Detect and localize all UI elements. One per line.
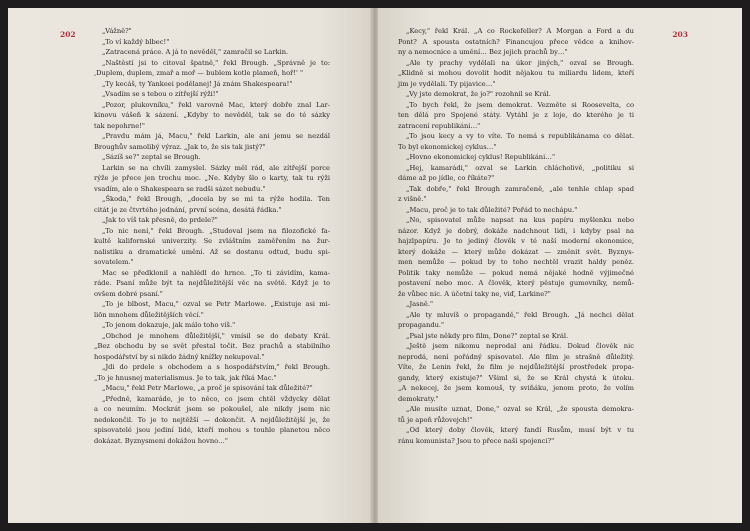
text-line: „Klidně si mohou dovolit hodit nějakou tu miliardu lidem, kteří [398,69,634,77]
text-line: z višně." [398,195,427,203]
text-line: „Od který doby člověk, který fandí Rusům, musí být v tu [406,426,634,434]
text-line: Larkin se na chvíli zamyslel. Sázky měl rád, ale zítřejší porce [102,163,330,172]
text-line: že vůbec nic. A účetní taky ne, viď, Larkine?" [398,289,551,298]
text-line: gandy, který existuje?" Všiml si, že se Král chystá k útoku. [398,373,634,382]
text-line: demokraty." [398,394,439,403]
text-line: „To je blbost, Macu," ozval se Petr Marlowe. „Existuje asi mi- [102,300,330,308]
text-line: nedokončil. To je to nejtěžší — dokončit. A nejdůležitější je, že [94,415,330,424]
text-line: „A nekecej, že jsem komouš, ty sviňáku, jenom proto, že volím [398,384,634,392]
open-book [8,8,742,523]
text-line: men nemůže — pokud by to toho nechtěl vrazit haldy peněz. [398,258,634,266]
text-line: dáme až po jídle, co říkáte?" [398,174,495,182]
text-line: „Vy jste demokrat, že jo?" rozohnil se Král. [406,90,551,98]
text-line: neprodá, není pořádný spisovatel. Ale film je strašně důležitý. [398,352,634,361]
text-line: „Macu, proč je to tak důležité? Pořád to nechápu." [406,205,578,214]
right-page [378,8,742,523]
text-line: „To nic není," řekl Brough. „Studoval jsem na filozofické fa- [102,226,330,235]
text-line: citát je ze čtvrtého jednání, první scéna, desátá řádka." [94,205,282,214]
text-line: spisovatelé jsou jediní lidé, kteří mohou s touhle planetou něco [94,426,330,434]
text-line: „Ještě jsem nikomu neprodal ani řádku. Dokud člověk nic [406,342,634,350]
text-line: Mac se předklonil a nahlédl do hrnce. „To ti závidím, kama- [102,268,330,277]
text-line: Broughův samolibý výraz. „Jak to, že sis tak jistý?" [94,142,266,151]
text-line: „To ví každý blbec!" [102,37,170,46]
text-line: jim je vydělali. Ty pijavice…" [398,79,496,88]
text-line: ránu komunista? Jsou to přece naši spojenci?" [398,436,555,445]
text-line: liōn mnohem důležitějších věcí." [94,310,204,319]
text-line: To byl ekonomickej cyklus…" [398,142,497,151]
text-line: „Předně, kamaráde, je to něco, co jsem chtěl vždycky dělat [102,394,330,403]
text-line: názor. Když je dobrý, dokáže nadchnout lidi, i kdyby psal na [398,226,634,235]
text-line: „Obchod je mnohem důležitější," vmísil se do debaty Král. [102,331,330,340]
left-page-text [94,26,330,446]
text-line: „Sázíš se?" zeptal se Brough. [102,153,201,161]
text-line: který dokáže — který může dokázat — změnit svět. Byznys- [398,247,634,256]
text-line: „Vsadím se s tebou o zítřejší rýži!" [102,90,219,98]
text-line: Pont? A spousta ostatních? Financujou přece vědce a knihov- [398,37,634,46]
text-line: „To bych řekl, že jsem demokrat. Vezměte si Roosevelta, co [406,100,634,109]
page-number-right: 203 [672,30,688,39]
text-line: nalistiku a dramatické umění. Až se dostanu odtud, budu spi- [94,247,330,256]
text-line: „Ale ty prachy vydělali na úkor jiných," ozval se Brough. [406,58,634,67]
text-line: kultě kalifornské univerzity. Se zvláštním zaměřením na žur- [94,237,330,245]
text-line: vsadím, ale o Shakespeara se radši sázet nebudu." [94,184,266,193]
text-line: „Ty kecáš, ty Yankeei podělanej! Já znám Shakespeara!" [102,79,293,88]
text-line: „Ale musíte uznat, Done," ozval se Král, „že spousta demokra- [406,405,634,413]
text-line: Politik taky nemůže — pokud nemá nějaké hodně výjimečné [398,268,634,277]
text-line: ‚Duplem, duplem, zmař a moř — bublem kotle plameň, hoř!' " [94,69,304,77]
page-number-left: 202 [60,30,76,39]
text-line: „To jenom dokazuje, jak málo toho víš." [102,321,236,329]
text-line: „Zatracená práce. A já to nevěděl," zamračil se Larkin. [102,48,289,56]
text-line: propagandu." [398,321,445,329]
text-line: zatracení republikáni…" [398,121,481,130]
text-line: tak nepohrne!" [94,121,145,130]
text-line: hospodářství by si nikdo žádný knížky nekupoval." [94,352,265,361]
text-line: „Jasně." [406,300,434,308]
text-line: tů je apoň růžovejch!" [398,415,473,424]
text-line: „Kecy," řekl Král. „A co Rockefeller? A Morgan a Ford a du [406,27,634,35]
text-line: Víte, že Lenin řekl, že film je nejdůležitější prostředek propa- [398,363,634,371]
text-line: „Macu," řekl Petr Marlowe, „a proč je spisování tak důležité?" [102,384,313,392]
text-line: „To jsou kecy a vy to víte. To nemá s republikánama co dělat. [406,132,634,140]
right-page-text [398,26,634,446]
text-line: rýže je přece jen trochu moc. „Ne. Kdyby šlo o karty, tak tu rýži [94,174,330,182]
text-line: ny a nemocnice a umění… Bez jejich prachů by…" [398,48,568,56]
text-line: ten dělá pro Spojené státy. Vytáhl je z loje, do kterého je ti [398,111,634,119]
text-line: kinovu vášeň k sázení. „Kdyby to nevěděl, tak se do té sázky [94,111,330,119]
text-line: postavení nebo moc. A člověk, který pěstuje gumovníky, nemů- [398,279,634,287]
left-page [8,8,372,523]
text-line: „Bez obchodu by se svět přestal točit. Bez prachů a stabilního [94,342,330,350]
text-line: „Hej, kamarádi," ozval se Larkin chlácholivě, „politiku si [406,163,634,172]
text-line: hajzlpapíru. Je to jediný člověk v té naší moderní ekonomice, [398,237,634,245]
text-line: „Hovno ekonomickej cyklus! Republikáni…" [406,153,556,161]
text-line: sovatelem." [94,258,134,266]
text-line: ovšem dobré psaní." [94,289,163,298]
text-line: „Psal jste někdy pro film, Done?" zeptal se Král. [406,331,569,340]
text-line: „Naštěstí jsi to citoval špatně," řekl Brough. „Správně je to: [102,58,330,67]
text-line: „Vážně?" [102,27,132,35]
text-line: a co neumím. Mockrát jsem se pokoušel, ale nikdy jsem nic [94,405,330,413]
text-line: „Jak to víš tak přesně, do prdele?" [102,216,218,224]
text-line: „Ale ty mluvíš o propagandě," řekl Brough. „Já nechci dělat [406,310,634,319]
text-line: „Tak dobře," řekl Brough zamračeně, „ale tenhle chlap spad [406,184,634,193]
text-line: „To je hnusnej materialismus. Je to tak, jak říká Mac." [94,373,277,382]
text-line: „No, spisovatel může napsat na kus papíru myšlenku nebo [406,216,634,224]
text-line: ráde. Psaní může být ta nejdůležitější věc na světě. Když je to [94,279,330,287]
text-line: „Jdi do prdele s obchodem a s hospodářstvím," řekl Brough. [102,363,330,371]
text-line: „Pozor, plukovníku," řekl varovně Mac, který dobře znal Lar- [102,100,330,109]
text-line: „Škoda," řekl Brough, „docela by se mi ta rýže hodila. Ten [102,195,330,203]
text-line: dokázat. Byznysmeni dokážou hovno…" [94,436,228,445]
text-line: „Pravdu mám já, Macu," řekl Larkin, ale ani jemu se nezdál [102,132,330,140]
